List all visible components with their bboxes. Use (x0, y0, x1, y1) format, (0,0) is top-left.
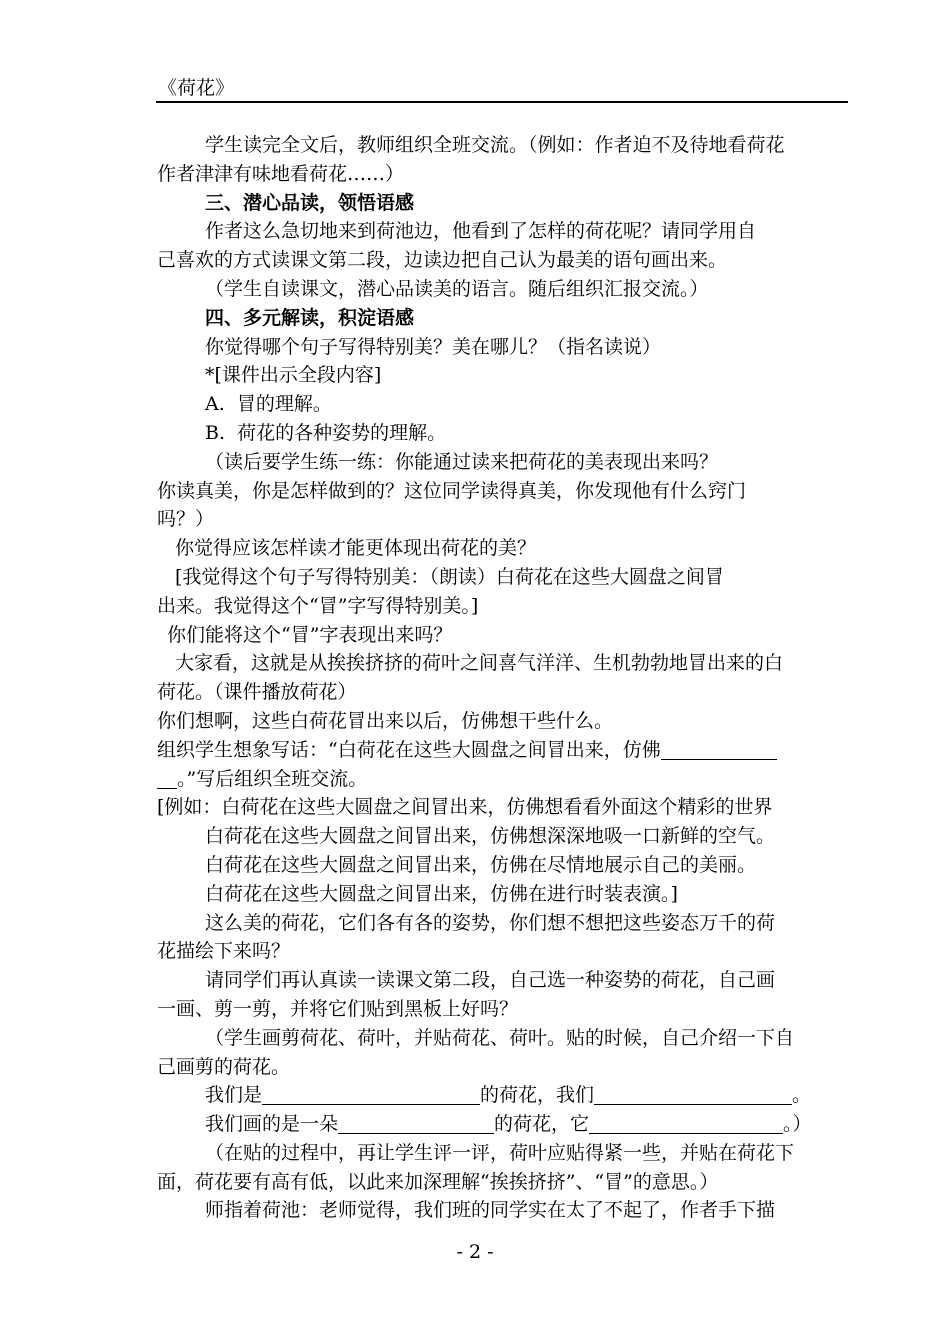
text-line (157, 160, 848, 189)
line-text: 大家看，这就是从挨挨挤挤的荷叶之间喜气洋洋、生机勃勃地冒出来的白 (175, 652, 784, 675)
fill-blank (338, 1115, 494, 1134)
line-text: 请同学们再认真读一读课文第二段，自己选一种姿势的荷花，自己画 (205, 969, 776, 992)
text-line (157, 217, 848, 246)
text-line (157, 1110, 848, 1139)
line-text: 的荷花，它 (494, 1113, 590, 1136)
text-line (157, 131, 848, 160)
line-text: （在贴的过程中，再让学生评一评，荷叶应贴得紧一些，并贴在荷花下 (205, 1141, 795, 1164)
line-text: 你觉得应该怎样读才能更体现出荷花的美？ (175, 537, 537, 560)
text-line (157, 534, 848, 563)
line-text: 白荷花在这些大圆盘之间冒出来，仿佛在尽情地展示自己的美丽。 (205, 853, 757, 876)
header-rule (156, 101, 848, 103)
section-heading (157, 189, 848, 218)
text-line (157, 390, 848, 419)
line-text: 学生读完全文后，教师组织全班交流。（例如：作者迫不及待地看荷花 (205, 134, 785, 156)
document-header-title: 《荷花》 (158, 77, 235, 99)
line-text: B. 荷花的各种姿势的理解。 (205, 421, 447, 444)
line-text: （学生画剪荷花、荷叶，并贴荷花、荷叶。贴的时候，自己介绍一下自 (205, 1026, 795, 1049)
text-line (157, 1196, 848, 1225)
line-text: 己画剪的荷花。 (157, 1055, 291, 1078)
text-line (157, 1024, 848, 1053)
text-line (157, 880, 848, 909)
line-text: 白荷花在这些大圆盘之间冒出来，仿佛在进行时装表演。] (205, 882, 678, 905)
text-line (157, 736, 848, 765)
line-text: A. 冒的理解。 (205, 393, 332, 416)
line-text: 师指着荷池：老师觉得，我们班的同学实在太了不起了，作者手下描 (205, 1199, 776, 1222)
text-line (157, 505, 848, 534)
line-text: （学生自读课文，潜心品读美的语言。随后组织汇报交流。） (205, 277, 709, 300)
text-line (157, 793, 848, 822)
fill-blank (594, 1086, 792, 1105)
line-text: *[课件出示全段内容] (205, 364, 382, 387)
text-line (157, 477, 848, 506)
text-line (157, 361, 848, 390)
text-line (157, 851, 848, 880)
line-text: 出来。我觉得这个“冒”字写得特别美。] (157, 594, 479, 617)
line-text: [我觉得这个句子写得特别美：（朗读）白荷花在这些大圆盘之间冒 (175, 565, 724, 588)
text-line (157, 649, 848, 678)
text-line (157, 1168, 848, 1197)
line-text: 白荷花在这些大圆盘之间冒出来，仿佛想深深地吸一口新鲜的空气。 (205, 825, 776, 848)
line-text: 你读真美，你是怎样做到的？这位同学读得真美，你发现他有什么窍门 (157, 479, 747, 502)
text-line (157, 246, 848, 275)
line-text: 三、潜心品读，领悟语感 (205, 191, 415, 214)
line-text: 你觉得哪个句子写得特别美？美在哪儿？（指名读说） (205, 335, 662, 358)
section-heading (157, 304, 848, 333)
line-text: [例如：白荷花在这些大圆盘之间冒出来，仿佛想看看外面这个精彩的世界 (157, 796, 773, 819)
line-text: 。 (792, 1084, 812, 1107)
line-text: 四、多元解读，积淀语感 (205, 306, 415, 329)
text-line (157, 909, 848, 938)
line-text: 一画、剪一剪，并将它们贴到黑板上好吗？ (157, 997, 519, 1020)
line-text: 作者这么急切地来到荷池边，他看到了怎样的荷花呢？请同学用自 (205, 220, 757, 243)
line-text: 荷花。（课件播放荷花） (157, 681, 357, 704)
page-number: - 2 - (456, 1241, 494, 1263)
line-text: 面，荷花要有高有低，以此来加深理解“挨挨挤挤”、“冒”的意思。） (157, 1170, 719, 1193)
text-line (157, 563, 848, 592)
line-text: 。） (783, 1113, 812, 1136)
text-line (157, 1139, 848, 1168)
text-line (157, 333, 848, 362)
text-line (157, 995, 848, 1024)
line-text: 花描绘下来吗？ (157, 940, 291, 963)
text-line (157, 822, 848, 851)
text-line (157, 678, 848, 707)
line-text: 作者津津有味地看荷花……） (157, 162, 405, 185)
line-text: 己喜欢的方式读课文第二段，边读边把自己认为最美的语句画出来。 (157, 249, 728, 272)
line-text: 这么美的荷花，它们各有各的姿势，你们想不想把这些姿态万千的荷 (205, 911, 776, 934)
fill-blank (589, 1115, 783, 1134)
document-body (157, 131, 848, 1225)
line-text: （读后要学生练一练：你能通过读来把荷花的美表现出来吗？ (205, 450, 719, 473)
fill-blank (157, 770, 177, 789)
line-text: 。”写后组织全班交流。 (177, 767, 368, 790)
text-line (157, 448, 848, 477)
line-text: 吗？） (157, 508, 215, 531)
text-line (157, 592, 848, 621)
line-text: 我们画的是一朵 (205, 1113, 339, 1136)
fill-blank (661, 741, 777, 760)
text-line (157, 765, 848, 794)
fill-blank (262, 1086, 480, 1105)
line-text: 的荷花，我们 (480, 1084, 595, 1107)
text-line (157, 621, 848, 650)
text-line (157, 1081, 848, 1110)
line-text: 你们能将这个“冒”字表现出来吗？ (167, 623, 453, 646)
text-line (157, 707, 848, 736)
line-text: 我们是 (205, 1084, 263, 1107)
text-line (157, 419, 848, 448)
text-line (157, 1053, 848, 1082)
text-line (157, 275, 848, 304)
line-text: 组织学生想象写话：“白荷花在这些大圆盘之间冒出来，仿佛 (157, 738, 661, 761)
text-line (157, 966, 848, 995)
text-line (157, 937, 848, 966)
line-text: 你们想啊，这些白荷花冒出来以后，仿佛想干些什么。 (157, 709, 614, 732)
